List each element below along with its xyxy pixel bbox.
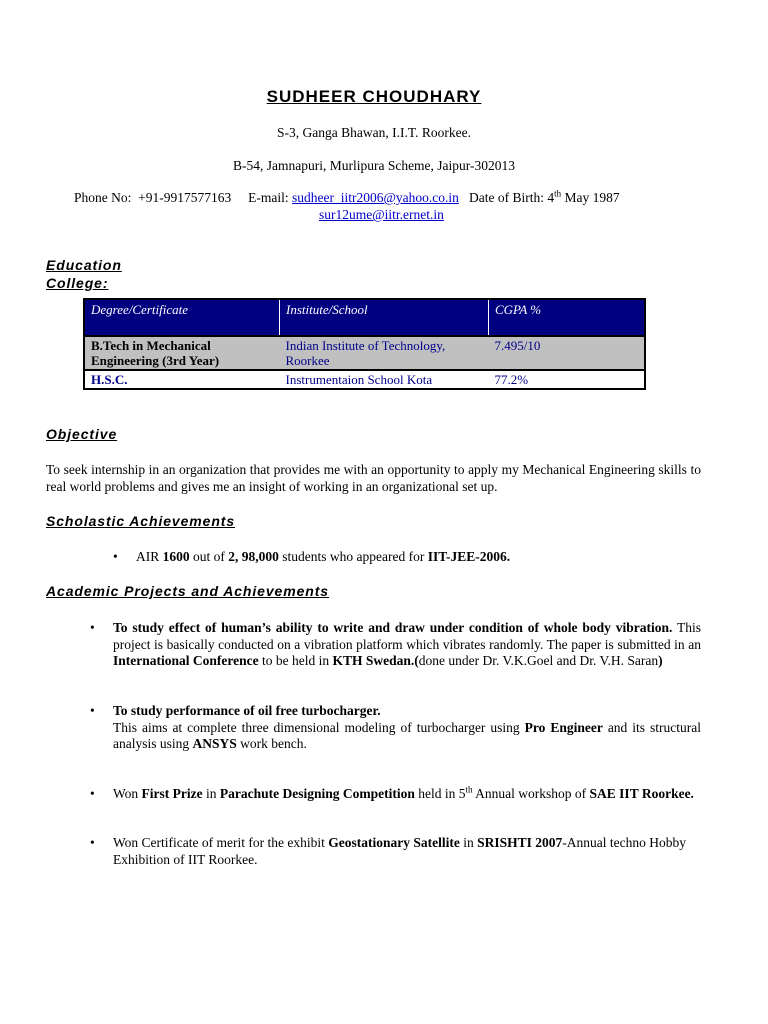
text-bold: Geostationary Satellite [328,835,460,850]
text: students who appeared for [278,549,428,564]
dob-rest: May 1987 [561,190,620,205]
text: and its structural analysis using [113,719,701,751]
scholastic-item [136,549,724,566]
text-bold: KTH Swedan. [332,653,415,668]
text: This aims at complete three dimensional modeling of turbocharger using [113,719,525,735]
email-label: E-mail: [248,190,289,205]
bullet-icon: • [90,835,95,850]
phone-label: Phone No: [74,190,132,205]
text-sup: th [465,784,473,795]
table-row [84,336,645,370]
bullet-icon: • [90,786,95,801]
text: This project is basically conducted on a vibration platform which vibrates randomly. The paper is submitted in an [113,620,701,652]
text-bold: SRISHTI 2007 [477,835,563,850]
text-bold: ANSYS [192,736,237,751]
text: to be held in [258,653,333,668]
phone-number: +91-9917577163 [138,190,232,205]
objective-text: To seek internship in an organization that provides me with an opportunity to apply my Mechanical Engineering skills to real world problems and gives me an insight of working in an organizational set up. [46,462,701,494]
dob-label: Date of Birth: 4 [469,190,555,205]
text-bold: ( [414,653,419,668]
bullet-icon: • [90,703,95,718]
text: -Annual techno Hobby Exhibition of IIT Roorkee. [113,835,686,867]
candidate-name: SUDHEER CHOUDHARY [266,87,482,106]
address-line-2: B-54, Jamnapuri, Murlipura Scheme, Jaipur-302013 [232,158,516,173]
text: Annual workshop of [472,786,590,801]
text: out of [189,549,229,564]
achievement-item-satellite [113,835,701,868]
column-header-cgpa: CGPA % [489,299,646,336]
text-bold: SAE IIT Roorkee. [589,786,694,801]
bullet-icon: • [90,620,95,635]
text: AIR [136,549,163,564]
column-header-institute: Institute/School [280,299,489,336]
text: done under Dr. V.K.Goel and Dr. V.H. Saran [418,653,659,668]
table-header-row [84,299,645,336]
objective-heading: Objective [46,426,118,442]
text: Won Certificate of merit for the exhibit [113,835,329,850]
institute-cell: Instrumentaion School Kota [280,370,489,389]
scholastic-heading: Scholastic Achievements [46,513,236,529]
column-header-degree: Degree/Certificate [84,299,280,336]
achievement-item-parachute [113,786,701,803]
text-bold: International Conference [113,653,259,668]
text-bold: Pro Engineer [524,719,603,735]
text-bold: 2, 98,000 [228,549,279,564]
degree-cell: H.S.C. [84,370,280,389]
institute-cell: Indian Institute of Technology, Roorkee [280,336,489,370]
education-table [83,298,646,390]
email-link-primary[interactable]: sudheer_iitr2006@yahoo.co.in [291,190,459,205]
email-link-secondary[interactable]: sur12ume@iitr.ernet.in [319,207,444,222]
text: in [459,835,478,850]
cgpa-cell: 7.495/10 [489,336,646,370]
text: in [202,786,220,801]
project-item-turbocharger [113,703,701,753]
text: Won [113,786,142,801]
text-bold: ) [658,653,663,668]
text-bold: IIT-JEE-2006. [427,549,511,564]
text-bold: Parachute Designing Competition [219,786,415,801]
address-line-1: S-3, Ganga Bhawan, I.I.T. Roorkee. [277,125,471,140]
degree-cell: B.Tech in Mechanical Engineering (3rd Year) [84,336,280,370]
project-item-vibration [113,620,701,670]
text: work bench. [236,736,307,751]
text-bold: 1600 [162,549,190,564]
text-bold: To study effect of human’s ability to write and draw under condition of whole body vibration. [113,620,673,635]
dob-suffix: th [554,188,562,199]
text: held in 5 [414,786,466,801]
education-heading: Education [46,257,122,273]
projects-heading: Academic Projects and Achievements [46,583,329,599]
bullet-icon: • [113,549,118,564]
text-bold: First Prize [141,786,203,801]
contact-line [74,190,620,206]
cgpa-cell: 77.2% [489,370,646,389]
college-subheading: College: [46,275,109,291]
text-bold: To study performance of oil free turbocharger. [113,703,381,718]
table-row [84,370,645,389]
